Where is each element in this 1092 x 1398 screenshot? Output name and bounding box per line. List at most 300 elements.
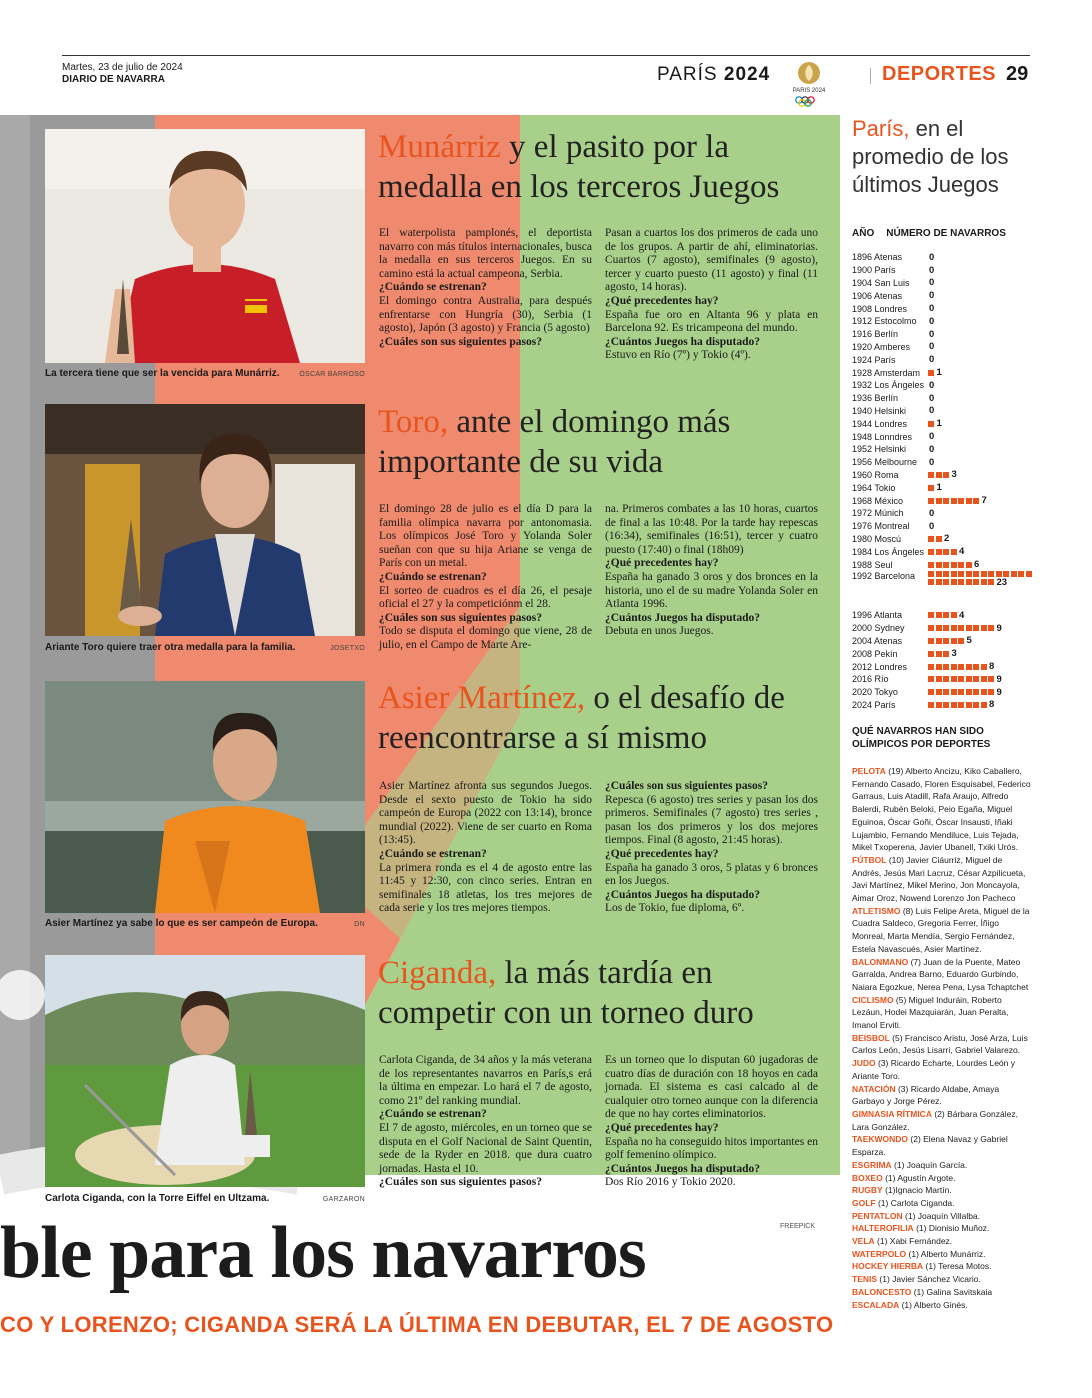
sport-entry — [852, 1222, 1032, 1235]
bar — [928, 393, 934, 404]
paragraph: España fue oro en Altanta 96 y plata en Barcelona 92. Es tricampeona del mundo. — [605, 308, 818, 335]
data-label: 0 — [929, 354, 935, 366]
bar-unit — [1018, 571, 1024, 577]
bar-unit — [958, 638, 964, 644]
bar — [928, 316, 934, 327]
banner-subtitle: CO Y LORENZO; CIGANDA SERÁ LA ÚLTIMA EN DEBUTAR, EL 7 DE AGOSTO — [0, 1312, 834, 1337]
bar-unit — [928, 702, 934, 708]
sport-entry — [852, 765, 1032, 854]
data-label: 0 — [929, 431, 935, 443]
data-label: 7 — [981, 495, 987, 507]
bar-unit — [936, 549, 942, 555]
sport-athletes: (2) Elena Navaz y Gabriel Esparza. — [852, 1134, 1008, 1158]
year-label: 2000 Sydney — [852, 623, 905, 634]
bar — [928, 380, 934, 391]
data-label: 5 — [966, 635, 972, 647]
bar-unit — [943, 689, 949, 695]
martinez-photo — [45, 681, 365, 913]
sport-name: TAEKWONDO — [852, 1134, 909, 1145]
munarriz-col-2 — [605, 227, 818, 363]
year-label: 1944 Londres — [852, 418, 908, 429]
sport-name: FÚTBOL — [852, 854, 887, 865]
bar-unit — [928, 485, 934, 491]
bar-unit — [951, 689, 957, 695]
sport-name: GOLF — [852, 1197, 876, 1208]
year-label: 1916 Berlín — [852, 329, 899, 340]
data-label: 0 — [929, 507, 935, 519]
sport-athletes: (3) Ricardo Echarte, Lourdes León y Ariante Toro. — [852, 1058, 1016, 1081]
bar-unit — [958, 498, 964, 504]
question-heading: ¿Qué precedentes hay? — [605, 1121, 719, 1134]
image-credit: FREEPICK — [780, 1223, 816, 1230]
chart-row — [852, 571, 1042, 609]
bar — [928, 252, 934, 263]
bar-unit — [936, 638, 942, 644]
bar-unit — [951, 638, 957, 644]
bar — [928, 265, 934, 276]
bar-unit — [951, 498, 957, 504]
martinez-col-2 — [605, 780, 818, 916]
chart-row — [852, 392, 1042, 405]
year-label: 2008 Pekín — [852, 648, 898, 659]
data-label: 6 — [974, 559, 980, 571]
bar — [928, 329, 934, 340]
year-label: 1896 Atenas — [852, 252, 903, 263]
year-label: 1976 Montreal — [852, 521, 910, 532]
question-heading: ¿Qué precedentes hay? — [605, 847, 719, 860]
bar — [928, 482, 942, 493]
table-header: AÑO NÚMERO DE NAVARROS — [852, 228, 1006, 239]
bar-unit — [936, 625, 942, 631]
chart-row — [852, 622, 1042, 635]
sidebar-title: París, en el promedio de los últimos Juegos — [852, 116, 1009, 197]
bar-unit — [988, 625, 994, 631]
bar-unit — [943, 638, 949, 644]
data-label: 1 — [936, 418, 942, 430]
bar-unit — [936, 472, 942, 478]
toro-col-2 — [605, 503, 818, 639]
data-label: 0 — [929, 277, 935, 289]
bar-unit — [928, 549, 934, 555]
sport-name: GIMNASIA RÍTMICA — [852, 1108, 932, 1119]
year-label: 1956 Melbourne — [852, 457, 918, 468]
chart-row — [852, 533, 1042, 546]
paragraph: Los de Tokio, fue diploma, 6º. — [605, 902, 745, 915]
sport-name: BOXEO — [852, 1172, 883, 1183]
sport-name: TENIS — [852, 1274, 878, 1285]
chart-row — [852, 481, 1042, 494]
sport-name: ESCALADA — [852, 1299, 900, 1310]
bar-unit — [1026, 571, 1032, 577]
paragraph: Estuvo en Río (7º) y Tokio (4º). — [605, 349, 751, 362]
bar — [928, 546, 964, 557]
data-label: 23 — [996, 576, 1008, 588]
bar-unit — [943, 571, 949, 577]
year-label: 1906 Atenas — [852, 290, 903, 301]
question-heading: ¿Cuáles son sus siguientes pasos? — [379, 335, 542, 348]
sport-athletes: (1) Joaquín García. — [891, 1159, 968, 1170]
bar-unit — [958, 562, 964, 568]
bar-unit — [988, 571, 994, 577]
toro-col-1 — [379, 503, 592, 653]
newspaper-name: DIARIO DE NAVARRA — [62, 74, 165, 85]
data-label: 0 — [929, 290, 935, 302]
year-label: 2004 Atenas — [852, 635, 903, 646]
sport-athletes: (1) Dionisio Muñoz. — [913, 1223, 990, 1234]
bar-unit — [936, 498, 942, 504]
bar — [928, 533, 949, 544]
banner-headline: ble para los navarros — [0, 1212, 646, 1294]
bar-unit — [958, 689, 964, 695]
year-label: 2012 Londres — [852, 661, 908, 672]
bar-unit — [951, 676, 957, 682]
bar-unit — [928, 689, 934, 695]
bar-unit — [958, 579, 964, 585]
data-label: 9 — [996, 686, 1002, 698]
chart-row — [852, 405, 1042, 418]
year-label: 1912 Estocolmo — [852, 316, 917, 327]
chart-row — [852, 341, 1042, 354]
paragraph: Debuta en unos Juegos. — [605, 625, 714, 638]
paris-2024-logo — [784, 59, 834, 107]
bar-unit — [966, 689, 972, 695]
bar-unit — [936, 651, 942, 657]
bar-unit — [981, 676, 987, 682]
chart-row — [852, 289, 1042, 302]
sport-entry — [852, 1248, 1032, 1261]
sport-entry — [852, 1286, 1032, 1299]
chart-row — [852, 494, 1042, 507]
question-heading: ¿Cuáles son sus siguientes pasos? — [379, 1176, 542, 1189]
bar-unit — [973, 664, 979, 670]
logo-text: PARIS 2024 — [792, 88, 826, 94]
year-label: 2020 Tokyo — [852, 687, 898, 698]
sport-name: VELA — [852, 1236, 875, 1247]
sport-athletes: (1) Teresa Motos. — [923, 1261, 992, 1272]
bar-unit — [966, 498, 972, 504]
chart-row — [852, 430, 1042, 443]
martinez-col-1 — [379, 780, 592, 916]
sport-entry — [852, 1172, 1032, 1185]
data-label: 0 — [929, 379, 935, 391]
sport-athletes: (1) Galina Savitskaia — [911, 1286, 993, 1297]
chart-row — [852, 366, 1042, 379]
bar-unit — [943, 676, 949, 682]
bar-unit — [936, 676, 942, 682]
data-label: 4 — [959, 609, 965, 621]
bar — [928, 457, 934, 468]
paragraph: Pasan a cuartos los dos primeros de cada uno de los grupos. A partir de ahí, eliminatorias. Cuartos (7 agosto), semifinales (9 agosto), tercer y cuarto puesto (11 agosto) y final (11 agosto, 14 horas). — [605, 227, 818, 294]
chart-row — [852, 673, 1042, 686]
sport-name: WATERPOLO — [852, 1248, 907, 1259]
bar-unit — [951, 562, 957, 568]
munarriz-col-1 — [379, 227, 592, 349]
sport-athletes: (8) Luis Felipe Areta, Miguel de la Cuadra Saldeco, Gregoria Ferrer, Íñigo Monreal, Marta Mendía, Sergio Fernández, Estela Navascués, Asier Martínez. — [852, 905, 1030, 954]
ciganda-caption: Carlota Ciganda, con la Torre Eiffel en Ultzama. GARZARON — [45, 1193, 365, 1204]
bar-unit — [951, 612, 957, 618]
sport-entry — [852, 1159, 1032, 1172]
sport-entry — [852, 956, 1032, 994]
bar — [928, 648, 957, 659]
chart-row — [852, 469, 1042, 482]
bar — [928, 303, 934, 314]
year-label: 1936 Berlín — [852, 393, 899, 404]
bar-unit — [928, 562, 934, 568]
paragraph: El domingo contra Australia, para después enfrentarse con Hungría (30), Serbia (1 agosto), Japón (3 agosto) y Francia (5 agosto) — [379, 294, 592, 335]
year-label: 2024 París — [852, 699, 896, 710]
bar-unit — [928, 536, 934, 542]
sport-athletes: (10) Javier Ciáurriz, Miguel de Andrés, Jesús Mari Lacruz, César Azpilicueta, Javi Martínez, Mikel Merino, Jon Moncayola, Aimar Oroz, Nowend Lorenzo Jon Pacheco — [852, 854, 1026, 904]
bar-unit — [973, 702, 979, 708]
sport-athletes: (1) Javier Sánchez Vicario. — [877, 1274, 981, 1285]
bar — [928, 687, 1002, 698]
bar-unit — [943, 562, 949, 568]
question-heading: ¿Cuántos Juegos ha disputado? — [605, 611, 760, 624]
data-label: 2 — [944, 533, 950, 545]
data-label: 0 — [929, 405, 935, 417]
sports-list — [852, 765, 1032, 1311]
sport-entry — [852, 1083, 1032, 1108]
year-label: 1908 Londres — [852, 303, 908, 314]
question-heading: ¿Cuántos Juegos ha disputado? — [605, 1162, 760, 1175]
paragraph: Repesca (6 agosto) tres series y pasan los dos primeros. Semifinales (7 agosto) tres series , pasan los dos primeros y los dos mejores tiempos. Final (8 agosto, 21:45 horas). — [605, 793, 818, 847]
question-heading: ¿Cuándo se estrenan? — [379, 847, 487, 860]
sports-title: QUÉ NAVARROS HAN SIDO OLÍMPICOS POR DEPORTES — [852, 726, 991, 750]
sport-athletes: (19) Alberto Ancizu, Kiko Caballero, Fernando Casado, Floren Esquisabel, Federico Garraus, Luis Atadill, Rafa Araujo, Alfredo Balerdi, Rubén Beloki, Peio Egaña, Miguel Eguinoa, Óscar Goñi, Óscar Insausti, Iñaki Lujambio, Fernando Mendiluce, Luis Tejada, Mikel Txoperena, Javier Ubanell, Txiki Urós. — [852, 766, 1031, 853]
sport-athletes: (1) Alberto Munárriz. — [906, 1248, 986, 1259]
bar-unit — [966, 664, 972, 670]
bar — [928, 623, 1002, 634]
chart-row — [852, 379, 1042, 392]
bar-unit — [951, 571, 957, 577]
data-label: 0 — [929, 315, 935, 327]
bar-unit — [943, 472, 949, 478]
bar-unit — [981, 702, 987, 708]
sport-name: RUGBY — [852, 1185, 883, 1196]
paragraph: España no ha conseguido hitos importantes en golf femenino olímpico. — [605, 1135, 818, 1162]
bar-unit — [928, 472, 934, 478]
bar — [928, 521, 934, 532]
bar-unit — [958, 676, 964, 682]
sport-athletes: (1) Joaquín Villalba. — [902, 1210, 981, 1221]
bar — [928, 469, 957, 480]
data-label: 3 — [951, 469, 957, 481]
bar-unit — [951, 702, 957, 708]
data-label: 1 — [936, 482, 942, 494]
toro-headline: Toro, ante el domingo más importante de su vida — [378, 404, 731, 480]
sport-athletes: (1) Xabi Fernández. — [874, 1236, 953, 1247]
chart-row — [852, 635, 1042, 648]
bar-unit — [943, 498, 949, 504]
bar-unit — [988, 676, 994, 682]
bar-unit — [943, 664, 949, 670]
bar-unit — [1011, 571, 1017, 577]
paragraph: na. Primeros combates a las 10 horas, cuartos de final a las 10:48. Por la tarde hay repescas (16:34), semifinales (16:51), tercer y cuatro puesto (17:40) o final (18h09) — [605, 503, 818, 556]
bar-unit — [943, 651, 949, 657]
data-label: 4 — [959, 546, 965, 558]
chart-row — [852, 456, 1042, 469]
data-label: 0 — [929, 520, 935, 532]
sport-athletes: (3) Ricardo Aldabe, Amaya Garbayo y Jorge Pérez. — [852, 1083, 1000, 1107]
data-label: 0 — [929, 392, 935, 404]
sport-name: ESGRIMA — [852, 1159, 892, 1170]
question-heading: ¿Cuántos Juegos ha disputado? — [605, 888, 760, 901]
sport-athletes: (7) Juan de la Puente, Mateo Garralda, Andrea Barno, Eduardo Gurbindo, Naiara Egozkue, Nerea Pena, Lysa Tchaptchet — [852, 956, 1029, 992]
bar — [928, 444, 934, 455]
paragraph: Dos Río 2016 y Tokio 2020. — [605, 1176, 736, 1189]
bar — [928, 277, 934, 288]
sport-entry — [852, 1184, 1032, 1197]
bar — [928, 661, 994, 672]
bar-unit — [928, 612, 934, 618]
data-label: 0 — [929, 443, 935, 455]
bar-unit — [928, 664, 934, 670]
data-label: 0 — [929, 328, 935, 340]
bar-unit — [973, 625, 979, 631]
year-label: 1972 Múnich — [852, 508, 904, 519]
paragraph: El domingo 28 de julio es el día D para la familia olímpica navarra por antonomasia. Los olímpicos José Toro y Yolanda Soler sueñan con que su hija Ariane se venga de París con un metal. — [379, 503, 592, 570]
data-label: 9 — [996, 673, 1002, 685]
sport-name: BALONMANO — [852, 956, 909, 967]
chart-row — [852, 251, 1042, 264]
chart-row — [852, 443, 1042, 456]
data-label: 9 — [996, 622, 1002, 634]
year-label: 1988 Seul — [852, 559, 893, 570]
bar-unit — [936, 612, 942, 618]
question-heading: ¿Qué precedentes hay? — [605, 557, 719, 570]
chart-row — [852, 264, 1042, 277]
bar-unit — [936, 702, 942, 708]
bar-unit — [973, 498, 979, 504]
bar — [928, 405, 934, 416]
martinez-caption: Asier Martínez ya sabe lo que es ser campeón de Europa. DN — [45, 918, 365, 929]
bar-unit — [981, 579, 987, 585]
bar — [928, 418, 942, 429]
chart-row — [852, 315, 1042, 328]
sport-entry — [852, 1108, 1032, 1133]
sport-athletes: (1) Agustín Argote. — [882, 1172, 956, 1183]
bar-unit — [958, 702, 964, 708]
bar-unit — [973, 689, 979, 695]
year-label: 1996 Atlanta — [852, 610, 903, 621]
ciganda-photo — [45, 955, 365, 1187]
year-label: 1952 Helsinki — [852, 444, 907, 455]
year-label: 1960 Roma — [852, 469, 899, 480]
sport-entry — [852, 1299, 1032, 1312]
ciganda-headline: Ciganda, la más tardía en competir con un torneo duro — [378, 955, 754, 1031]
bar — [928, 495, 987, 506]
bar-unit — [981, 625, 987, 631]
paragraph: Asier Martínez afronta sus segundos Juegos. Desde el sexto puesto de Tokio ha sido campeón de Europa (2022 con 13:14), bronce mundial (2022). Viene de ser cuarto en Roma (13:45). — [379, 780, 592, 847]
year-label: 1968 México — [852, 495, 904, 506]
chart-row — [852, 660, 1042, 673]
bar-unit — [936, 664, 942, 670]
bar-unit — [966, 579, 972, 585]
bar-unit — [928, 571, 934, 577]
sport-athletes: (1) Carlota Ciganda. — [875, 1197, 955, 1208]
bar-unit — [966, 702, 972, 708]
bar-unit — [928, 625, 934, 631]
ciganda-col-2 — [605, 1054, 818, 1190]
question-heading: ¿Qué precedentes hay? — [605, 294, 719, 307]
question-heading: ¿Cuántos Juegos ha disputado? — [605, 335, 760, 348]
paragraph: La primera ronda es el 4 de agosto entre las 11:45 y 12:30, con cinco series. Entran en semifinales 18 atletas, los tres mejores de cada serie y los tres mejores tiempos. — [379, 861, 592, 915]
sport-name: HOCKEY HIERBA — [852, 1261, 924, 1272]
sport-name: CICLISMO — [852, 994, 894, 1005]
question-heading: ¿Cuándo se estrenan? — [379, 281, 487, 294]
bar-unit — [981, 664, 987, 670]
sport-entry — [852, 994, 1032, 1032]
paragraph: España ha ganado 3 oros, 5 platas y 6 bronces en los Juegos. — [605, 861, 818, 888]
sport-name: NATACIÓN — [852, 1083, 896, 1094]
sport-entry — [852, 1235, 1032, 1248]
question-heading: ¿Cuándo se estrenan? — [379, 1108, 487, 1121]
year-label: 1920 Amberes — [852, 341, 911, 352]
paragraph: España ha ganado 3 oros y dos bronces en la historia, uno el de su madre Yolanda Soler en Atlanta 1996. — [605, 570, 818, 611]
year-label: 1964 Tokio — [852, 482, 896, 493]
event-title: PARÍS 2024 — [657, 64, 771, 85]
data-label: 0 — [929, 341, 935, 353]
bar-unit — [943, 702, 949, 708]
bar-unit — [958, 625, 964, 631]
bar-unit — [943, 625, 949, 631]
year-label: 1900 París — [852, 265, 896, 276]
paragraph: El sorteo de cuadros es el día 26, el pesaje oficial el 27 y la competiciónm el 28. — [379, 584, 592, 611]
martinez-headline: Asier Martínez, o el desafío de reencontrarse a sí mismo — [378, 680, 785, 756]
question-heading: ¿Cuáles son sus siguientes pasos? — [605, 780, 768, 792]
year-label: 1940 Helsinki — [852, 405, 907, 416]
publication-date: Martes, 23 de julio de 2024 — [62, 62, 183, 73]
page-header — [62, 55, 1030, 105]
sport-entry — [852, 1133, 1032, 1158]
chart-row — [852, 328, 1042, 341]
bar — [928, 635, 972, 646]
chart-row — [852, 545, 1042, 558]
question-heading: ¿Cuáles son sus siguientes pasos? — [379, 611, 542, 624]
bar — [928, 699, 994, 710]
data-label: 0 — [929, 264, 935, 276]
toro-photo — [45, 404, 365, 636]
bar-unit — [928, 370, 934, 376]
bar-unit — [928, 498, 934, 504]
sport-entry — [852, 905, 1032, 956]
munarriz-photo — [45, 129, 365, 363]
sport-entry — [852, 1273, 1032, 1286]
chart-row — [852, 699, 1042, 712]
chart-row — [852, 520, 1042, 533]
sport-entry — [852, 1032, 1032, 1057]
sport-entry — [852, 1057, 1032, 1082]
year-label: 1932 Los Ángeles — [852, 380, 925, 391]
bar — [928, 367, 942, 378]
bar-unit — [966, 562, 972, 568]
bar-unit — [928, 421, 934, 427]
bar-unit — [936, 536, 942, 542]
chart-row — [852, 302, 1042, 315]
bar-unit — [988, 689, 994, 695]
chart-row — [852, 558, 1042, 571]
bar-unit — [943, 549, 949, 555]
chart-row — [852, 686, 1042, 699]
sport-athletes: (1)Ignacio Martín. — [882, 1185, 952, 1196]
paragraph: Todo se disputa el domingo que viene, 28 de julio, en el Campo de Marte Are- — [379, 625, 592, 651]
year-label: 1992 Barcelona — [852, 570, 916, 581]
navarros-chart — [852, 251, 1042, 711]
page-number: 29 — [1006, 63, 1029, 85]
munarriz-caption: La tercera tiene que ser la vencida para Munárriz. ÓSCAR BARROSO — [45, 368, 365, 379]
bar — [928, 431, 934, 442]
sport-entry — [852, 1260, 1032, 1273]
